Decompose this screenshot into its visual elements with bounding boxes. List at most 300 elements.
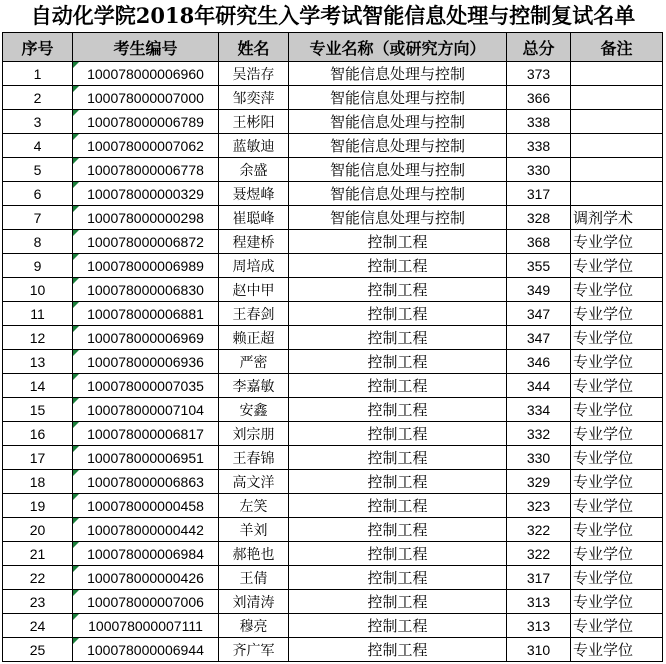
cell-note-text: 专业学位 (573, 282, 634, 299)
cell-seq (3, 446, 73, 470)
cell-score (507, 110, 571, 134)
cell-name-text: 王倩 (239, 569, 268, 586)
cell-candidate-id-text: 100078000006989 (87, 257, 204, 274)
cell-major-text: 控制工程 (367, 354, 428, 371)
cell-name-text: 穆亮 (239, 617, 268, 634)
cell-score-text: 328 (526, 209, 551, 226)
cell-score (507, 206, 571, 230)
cell-note-text: 专业学位 (573, 330, 634, 347)
cell-score (507, 254, 571, 278)
cell-note-text: 专业学位 (573, 378, 634, 395)
table-row (3, 254, 663, 278)
cell-note-text: 调剂学术 (573, 210, 634, 227)
cell-major-text: 控制工程 (367, 450, 428, 467)
cell-seq-text: 20 (29, 521, 46, 538)
cell-note (571, 446, 663, 470)
cell-seq-text: 23 (29, 593, 46, 610)
cell-major-text: 控制工程 (367, 618, 428, 635)
cell-name (219, 350, 289, 374)
cell-score (507, 86, 571, 110)
cell-name-text: 赵中甲 (232, 281, 275, 298)
cell-seq (3, 254, 73, 278)
cell-major-text: 控制工程 (367, 426, 428, 443)
cell-candidate-id (73, 398, 219, 422)
cell-name-text: 李嘉敏 (232, 377, 275, 394)
text-number-marker-icon (73, 182, 79, 188)
table-row (3, 422, 663, 446)
cell-major (289, 542, 507, 566)
cell-seq (3, 86, 73, 110)
cell-candidate-id (73, 446, 219, 470)
cell-name (219, 614, 289, 638)
cell-score (507, 230, 571, 254)
cell-candidate-id-text: 100078000006960 (87, 65, 204, 82)
text-number-marker-icon (73, 638, 79, 644)
header-major: 专业名称（或研究方向） (289, 33, 507, 62)
table-row (3, 230, 663, 254)
cell-name (219, 182, 289, 206)
cell-seq (3, 350, 73, 374)
cell-major (289, 422, 507, 446)
cell-name-text: 邹奕萍 (232, 89, 275, 106)
cell-candidate-id (73, 158, 219, 182)
cell-major-text: 控制工程 (367, 378, 428, 395)
cell-score-text: 323 (526, 497, 551, 514)
table-row (3, 398, 663, 422)
cell-name (219, 494, 289, 518)
cell-score-text: 317 (526, 185, 551, 202)
cell-score (507, 638, 571, 662)
cell-seq-text: 21 (29, 545, 46, 562)
cell-seq-text: 12 (29, 329, 46, 346)
text-number-marker-icon (73, 566, 79, 572)
text-number-marker-icon (73, 230, 79, 236)
cell-seq-text: 4 (33, 137, 42, 154)
table-row (3, 518, 663, 542)
text-number-marker-icon (73, 542, 79, 548)
cell-note (571, 470, 663, 494)
cell-score (507, 134, 571, 158)
cell-major-text: 控制工程 (367, 306, 428, 323)
cell-major-text: 控制工程 (367, 498, 428, 515)
cell-candidate-id (73, 206, 219, 230)
cell-name (219, 134, 289, 158)
cell-major-text: 控制工程 (367, 570, 428, 587)
cell-note-text: 专业学位 (573, 618, 634, 635)
cell-note-text: 专业学位 (573, 522, 634, 539)
cell-candidate-id-text: 100078000000426 (87, 569, 204, 586)
cell-major (289, 518, 507, 542)
cell-name-text: 高文洋 (232, 473, 275, 490)
cell-seq-text: 11 (30, 305, 45, 322)
cell-major-text: 智能信息处理与控制 (329, 138, 465, 155)
cell-note (571, 374, 663, 398)
cell-candidate-id-text: 100078000000298 (87, 209, 204, 226)
cell-name (219, 326, 289, 350)
cell-candidate-id-text: 100078000006951 (87, 449, 204, 466)
cell-major (289, 590, 507, 614)
cell-major (289, 230, 507, 254)
cell-candidate-id (73, 182, 219, 206)
cell-candidate-id (73, 614, 219, 638)
cell-name (219, 590, 289, 614)
cell-score (507, 542, 571, 566)
text-number-marker-icon (73, 62, 79, 68)
cell-major (289, 350, 507, 374)
cell-score-text: 334 (526, 401, 551, 418)
cell-seq (3, 230, 73, 254)
cell-major (289, 638, 507, 662)
table-row (3, 110, 663, 134)
cell-major (289, 470, 507, 494)
cell-seq (3, 566, 73, 590)
cell-seq (3, 374, 73, 398)
header-candidate-id: 考生编号 (73, 33, 219, 62)
cell-name (219, 302, 289, 326)
cell-note-text: 专业学位 (573, 402, 634, 419)
cell-score (507, 446, 571, 470)
cell-note (571, 518, 663, 542)
cell-note (571, 590, 663, 614)
cell-candidate-id-text: 100078000006789 (87, 113, 204, 130)
cell-note (571, 638, 663, 662)
cell-score (507, 158, 571, 182)
cell-note-text: 专业学位 (573, 354, 634, 371)
cell-note-text: 专业学位 (573, 234, 634, 251)
cell-seq (3, 302, 73, 326)
cell-candidate-id (73, 638, 219, 662)
table-body (3, 62, 663, 662)
text-number-marker-icon (73, 422, 79, 428)
cell-seq-text: 10 (29, 281, 46, 298)
text-number-marker-icon (73, 206, 79, 212)
cell-note (571, 86, 663, 110)
table-row (3, 542, 663, 566)
cell-score (507, 302, 571, 326)
table-row (3, 182, 663, 206)
cell-major-text: 智能信息处理与控制 (329, 114, 465, 131)
cell-note (571, 494, 663, 518)
cell-name-text: 聂煜峰 (232, 185, 275, 202)
cell-name-text: 程建桥 (232, 233, 275, 250)
cell-major (289, 86, 507, 110)
cell-seq-text: 6 (33, 185, 42, 202)
cell-seq-text: 5 (33, 161, 42, 178)
cell-candidate-id-text: 100078000006830 (87, 281, 204, 298)
cell-name-text: 羊刘 (239, 521, 268, 538)
cell-name-text: 吴浩存 (232, 65, 275, 82)
table-row (3, 638, 663, 662)
text-number-marker-icon (73, 134, 79, 140)
cell-candidate-id (73, 350, 219, 374)
cell-note (571, 302, 663, 326)
cell-major (289, 374, 507, 398)
text-number-marker-icon (73, 614, 79, 620)
text-number-marker-icon (73, 470, 79, 476)
table-row (3, 62, 663, 86)
cell-candidate-id-text: 100078000006944 (87, 641, 204, 658)
candidate-table (2, 32, 663, 662)
cell-note (571, 206, 663, 230)
cell-note (571, 158, 663, 182)
cell-seq (3, 542, 73, 566)
cell-seq-text: 22 (29, 569, 46, 586)
cell-score-text: 346 (526, 353, 551, 370)
cell-major (289, 302, 507, 326)
text-number-marker-icon (73, 110, 79, 116)
cell-candidate-id-text: 100078000000442 (87, 521, 204, 538)
cell-score-text: 313 (526, 593, 551, 610)
cell-note (571, 182, 663, 206)
table-row (3, 470, 663, 494)
cell-score (507, 182, 571, 206)
table-row (3, 134, 663, 158)
cell-score-text: 373 (526, 65, 551, 82)
cell-candidate-id (73, 422, 219, 446)
cell-note (571, 542, 663, 566)
cell-candidate-id-text: 100078000000329 (87, 185, 204, 202)
cell-note (571, 422, 663, 446)
cell-seq-text: 1 (33, 65, 42, 82)
cell-seq-text: 18 (29, 473, 46, 490)
table-row (3, 494, 663, 518)
cell-major (289, 134, 507, 158)
header-name: 姓名 (219, 33, 289, 62)
cell-name (219, 422, 289, 446)
cell-candidate-id-text: 100078000006984 (87, 545, 204, 562)
cell-name-text: 蓝敏迪 (232, 137, 275, 154)
cell-score-text: 366 (526, 89, 551, 106)
cell-candidate-id-text: 100078000007000 (87, 89, 204, 106)
text-number-marker-icon (73, 302, 79, 308)
page-title: 自动化学院2018年研究生入学考试智能信息处理与控制复试名单 (30, 3, 636, 28)
cell-seq (3, 182, 73, 206)
cell-seq (3, 110, 73, 134)
text-number-marker-icon (73, 398, 79, 404)
cell-score-text: 338 (526, 113, 551, 130)
table-row (3, 86, 663, 110)
cell-seq-text: 17 (29, 449, 46, 466)
cell-seq-text: 13 (29, 353, 46, 370)
cell-name (219, 446, 289, 470)
cell-score-text: 313 (526, 617, 551, 634)
cell-score-text: 330 (526, 449, 551, 466)
cell-note-text: 专业学位 (573, 570, 634, 587)
cell-seq-text: 15 (29, 401, 46, 418)
cell-major (289, 158, 507, 182)
cell-major-text: 控制工程 (367, 258, 428, 275)
cell-candidate-id (73, 62, 219, 86)
cell-name (219, 518, 289, 542)
cell-candidate-id-text: 100078000006817 (87, 425, 204, 442)
cell-note (571, 614, 663, 638)
cell-seq (3, 278, 73, 302)
cell-major (289, 278, 507, 302)
cell-name-text: 齐广军 (232, 641, 275, 658)
cell-major-text: 智能信息处理与控制 (329, 210, 465, 227)
cell-note (571, 278, 663, 302)
cell-major (289, 206, 507, 230)
table-row (3, 566, 663, 590)
cell-score-text: 310 (526, 641, 551, 658)
cell-note (571, 326, 663, 350)
text-number-marker-icon (73, 350, 79, 356)
table-row (3, 278, 663, 302)
cell-score-text: 338 (526, 137, 551, 154)
cell-candidate-id-text: 100078000007111 (88, 617, 203, 634)
cell-name (219, 110, 289, 134)
cell-candidate-id-text: 100078000007006 (87, 593, 204, 610)
table-header-row (3, 33, 663, 62)
text-number-marker-icon (73, 494, 79, 500)
cell-candidate-id (73, 542, 219, 566)
cell-name (219, 206, 289, 230)
cell-candidate-id-text: 100078000006872 (87, 233, 204, 250)
cell-score-text: 355 (526, 257, 551, 274)
cell-name-text: 安鑫 (239, 401, 268, 418)
cell-note (571, 62, 663, 86)
cell-major-text: 控制工程 (367, 282, 428, 299)
cell-major (289, 326, 507, 350)
cell-candidate-id (73, 566, 219, 590)
cell-note-text: 专业学位 (573, 642, 634, 659)
cell-score-text: 349 (526, 281, 551, 298)
table-row (3, 374, 663, 398)
cell-major (289, 566, 507, 590)
cell-seq-text: 7 (33, 209, 42, 226)
cell-note-text: 专业学位 (573, 450, 634, 467)
header-score: 总分 (507, 33, 571, 62)
cell-name-text: 崔聪峰 (232, 209, 275, 226)
header-note: 备注 (571, 33, 663, 62)
cell-candidate-id-text: 100078000007062 (87, 137, 204, 154)
cell-seq (3, 62, 73, 86)
cell-note (571, 134, 663, 158)
cell-seq (3, 398, 73, 422)
cell-candidate-id (73, 86, 219, 110)
cell-candidate-id (73, 374, 219, 398)
cell-seq (3, 614, 73, 638)
table-row (3, 446, 663, 470)
cell-name-text: 周培成 (232, 257, 275, 274)
cell-seq (3, 494, 73, 518)
cell-note-text: 专业学位 (573, 546, 634, 563)
cell-major-text: 智能信息处理与控制 (329, 90, 465, 107)
table-row (3, 614, 663, 638)
cell-name-text: 严密 (239, 353, 268, 370)
table-row (3, 206, 663, 230)
cell-score-text: 317 (526, 569, 551, 586)
cell-score (507, 398, 571, 422)
cell-name-text: 王春锦 (232, 449, 275, 466)
table-row (3, 590, 663, 614)
cell-major-text: 智能信息处理与控制 (329, 162, 465, 179)
cell-major (289, 494, 507, 518)
cell-seq (3, 422, 73, 446)
cell-score-text: 322 (526, 521, 551, 538)
cell-seq-text: 2 (33, 89, 42, 106)
cell-seq (3, 158, 73, 182)
cell-candidate-id-text: 100078000006936 (87, 353, 204, 370)
cell-seq-text: 25 (29, 641, 46, 658)
table-row (3, 326, 663, 350)
table-row (3, 350, 663, 374)
cell-major (289, 254, 507, 278)
cell-name (219, 158, 289, 182)
cell-seq (3, 638, 73, 662)
cell-seq (3, 206, 73, 230)
cell-candidate-id-text: 100078000006969 (87, 329, 204, 346)
cell-seq-text: 19 (29, 497, 46, 514)
header-seq: 序号 (3, 33, 73, 62)
cell-name-text: 郝艳也 (232, 545, 275, 562)
cell-candidate-id (73, 230, 219, 254)
cell-seq (3, 470, 73, 494)
cell-major-text: 控制工程 (367, 402, 428, 419)
text-number-marker-icon (73, 86, 79, 92)
cell-name-text: 刘宗朋 (232, 425, 275, 442)
cell-seq-text: 16 (29, 425, 46, 442)
cell-name-text: 王春剑 (232, 305, 275, 322)
cell-note-text: 专业学位 (573, 426, 634, 443)
cell-note (571, 254, 663, 278)
cell-score (507, 614, 571, 638)
text-number-marker-icon (73, 446, 79, 452)
cell-score (507, 590, 571, 614)
cell-score-text: 332 (526, 425, 551, 442)
text-number-marker-icon (73, 278, 79, 284)
cell-score-text: 368 (526, 233, 551, 250)
cell-name (219, 470, 289, 494)
cell-name (219, 278, 289, 302)
table-row (3, 158, 663, 182)
cell-score-text: 322 (526, 545, 551, 562)
cell-note (571, 350, 663, 374)
cell-major-text: 控制工程 (367, 546, 428, 563)
text-number-marker-icon (73, 326, 79, 332)
text-number-marker-icon (73, 158, 79, 164)
cell-seq-text: 9 (33, 257, 42, 274)
cell-note (571, 398, 663, 422)
cell-candidate-id (73, 518, 219, 542)
text-number-marker-icon (73, 374, 79, 380)
cell-score (507, 494, 571, 518)
cell-score (507, 422, 571, 446)
cell-major (289, 446, 507, 470)
text-number-marker-icon (73, 590, 79, 596)
cell-seq (3, 590, 73, 614)
cell-major (289, 398, 507, 422)
cell-seq-text: 3 (33, 113, 42, 130)
cell-candidate-id (73, 326, 219, 350)
cell-candidate-id-text: 100078000006881 (87, 305, 204, 322)
cell-candidate-id (73, 302, 219, 326)
cell-name (219, 254, 289, 278)
cell-name (219, 374, 289, 398)
cell-candidate-id-text: 100078000000458 (87, 497, 204, 514)
cell-score-text: 347 (526, 305, 551, 322)
cell-major (289, 110, 507, 134)
cell-major-text: 控制工程 (367, 234, 428, 251)
cell-score (507, 62, 571, 86)
cell-seq-text: 24 (29, 617, 46, 634)
cell-candidate-id-text: 100078000007104 (87, 401, 204, 418)
cell-seq (3, 134, 73, 158)
cell-note-text: 专业学位 (573, 498, 634, 515)
cell-score (507, 326, 571, 350)
cell-name (219, 566, 289, 590)
cell-score (507, 518, 571, 542)
